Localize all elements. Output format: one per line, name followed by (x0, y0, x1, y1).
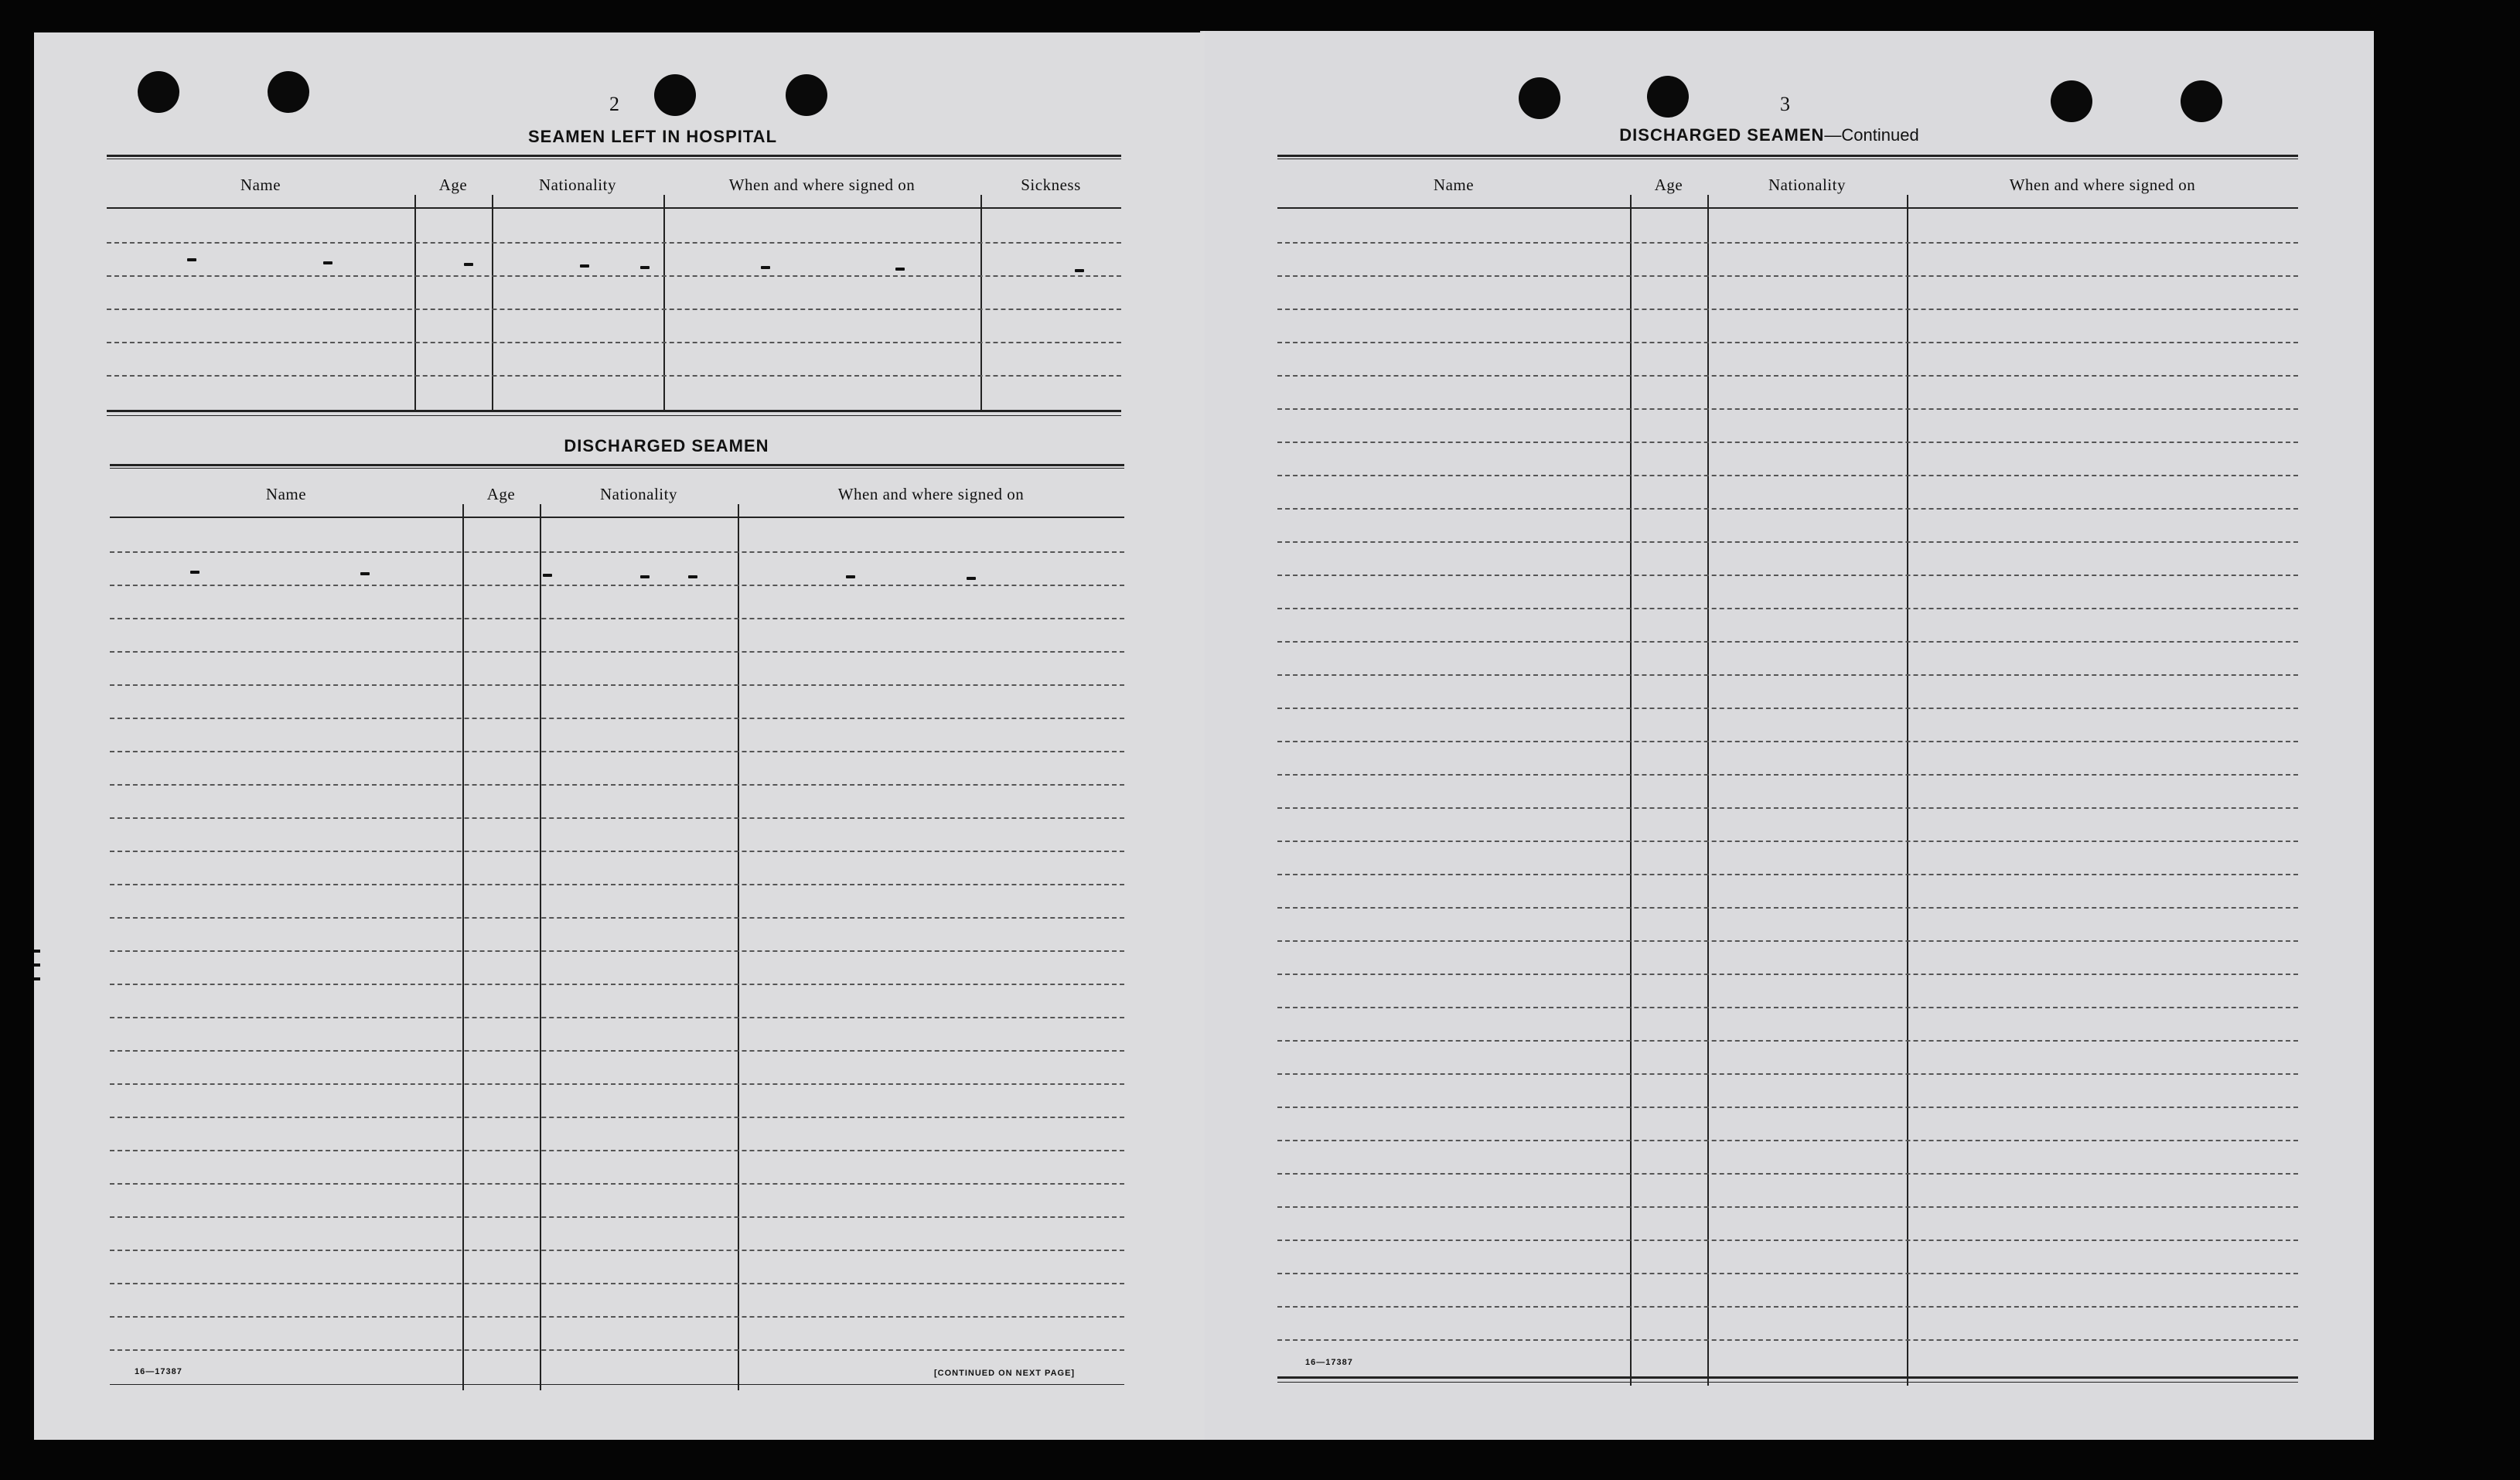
form-number: 16—17387 (135, 1367, 182, 1376)
col-nationality-header: Nationality (1768, 175, 1846, 194)
punch-hole (268, 71, 309, 113)
title-main: DISCHARGED SEAMEN (1619, 125, 1825, 145)
page-number: 2 (609, 93, 619, 115)
punch-hole (1647, 76, 1689, 118)
col-nationality-header: Nationality (600, 484, 677, 503)
col-sickness-header: Sickness (1021, 175, 1081, 194)
hospital-section-title: SEAMEN LEFT IN HOSPITAL (527, 127, 778, 146)
hospital-table (107, 155, 1121, 448)
form-number: 16—17387 (1305, 1358, 1353, 1367)
discharged-header-row (110, 472, 1124, 518)
punch-hole (654, 74, 696, 116)
left-page (34, 32, 1205, 1440)
right-page (1205, 31, 2374, 1440)
discharged-continued-table (1277, 155, 2298, 1392)
punch-hole (138, 71, 179, 113)
punch-hole (1519, 77, 1560, 119)
punch-hole (786, 74, 827, 116)
page-number: 3 (1780, 93, 1790, 115)
discharged-continued-title (1460, 125, 2078, 145)
continued-note: [CONTINUED ON NEXT PAGE] (934, 1369, 1076, 1378)
discharged-section-title: DISCHARGED SEAMEN (564, 436, 769, 455)
col-name-header: Name (265, 484, 307, 503)
col-nationality-header: Nationality (539, 175, 616, 194)
scan-edge-mark (34, 963, 40, 967)
col-age-header: Age (1654, 175, 1683, 194)
col-name-header: Name (240, 175, 281, 194)
scan-edge-mark (34, 977, 40, 980)
hospital-header-row (107, 162, 1121, 209)
punch-hole (2051, 80, 2092, 122)
col-age-header: Age (486, 484, 516, 503)
punch-hole (2181, 80, 2222, 122)
col-name-header: Name (1433, 175, 1475, 194)
col-signed-on-header: When and where signed on (837, 484, 1025, 503)
discharged-table (110, 464, 1124, 1400)
col-age-header: Age (438, 175, 468, 194)
discharged-continued-header-row (1277, 162, 2298, 209)
col-signed-on-header: When and where signed on (728, 175, 916, 194)
scan-edge-mark (34, 950, 40, 953)
col-signed-on-header: When and where signed on (2009, 175, 2196, 194)
title-suffix: —Continued (1824, 125, 1919, 145)
